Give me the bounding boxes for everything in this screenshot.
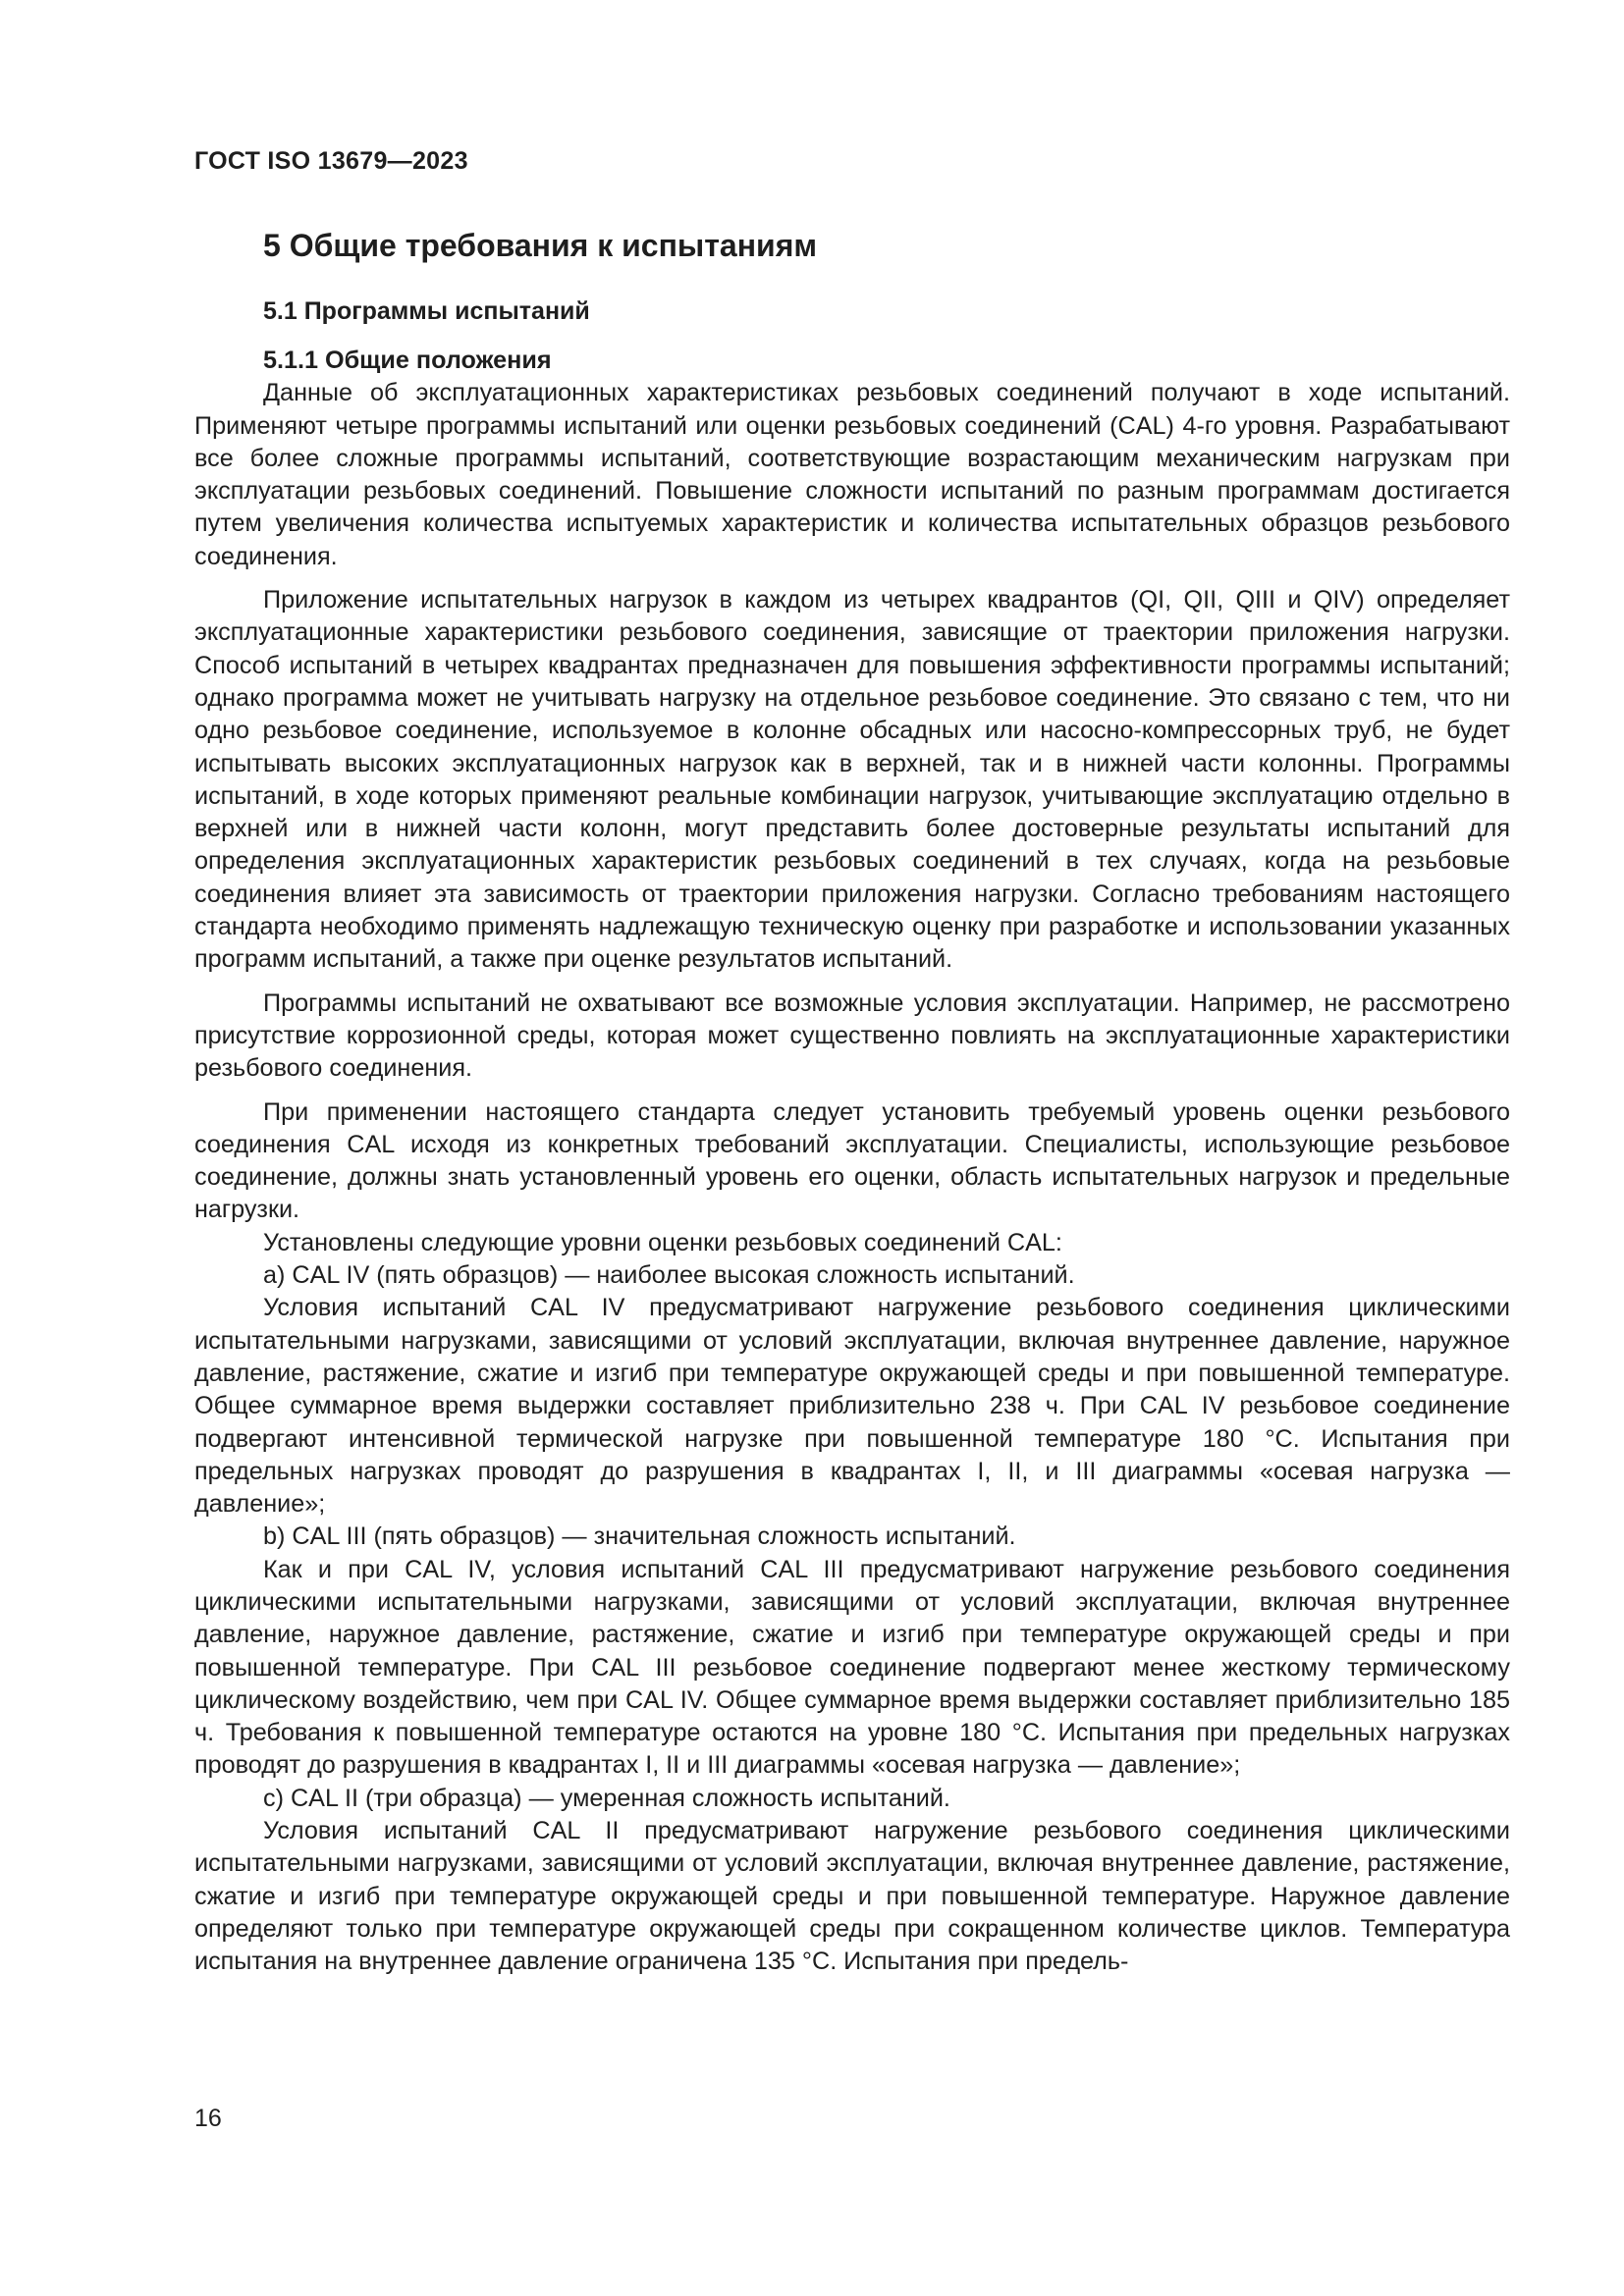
- paragraph-cal-iv: Условия испытаний CAL IV предусматривают нагружение резьбового соединения циклическими испытательными нагрузками, зависящими от условий эксплуатации, включая внутреннее давление, наружное давление, растяжение, сжатие и изгиб при температуре окружающей среды и при повышенной температуре. Общее суммарное время выдержки составляет приблизительно 238 ч. При CAL IV резьбовое соединение подвергают интенсивной термической нагрузке при повышенной температуре 180 °C. Испытания при предельных нагрузках проводят до разрушения в квадрантах I, II, и III диаграммы «осевая нагрузка — давление»;: [194, 1294, 1510, 1519]
- paragraph-4: При применении настоящего стандарта следует установить требуемый уровень оценки резьбового соединения CAL исходя из конкретных требований эксплуатации. Специалисты, использующие резьбовое соединение, должны знать установленный уровень его оценки, область испытательных нагрузок и предельные нагрузки.: [194, 1097, 1510, 1224]
- paragraph-2: Приложение испытательных нагрузок в каждом из четырех квадрантов (QI, QII, QIII и QIV) определяет эксплуатационные характеристики резьбового соединения, зависящие от траектории приложения нагрузки. Способ испытаний в четырех квадрантах предназначен для повышения эффективности программы испытаний; однако программа может не учитывать нагрузку на отдельное резьбовое соединение. Это связано с тем, что ни одно резьбовое соединение, используемое в колонне обсадных или насосно-компрессорных труб, не будет испытывать высоких эксплуатационных нагрузок как в верхней, так и в нижней части колонны. Программы испытаний, в ходе которых применяют реальные комбинации нагрузок, учитывающие эксплуатацию отдельно в верхней или в нижней части колонн, могут представить более достоверные результаты испытаний для определения эксплуатационных характеристик резьбовых соединений в тех случаях, когда на резьбовые соединения влияет эта зависимость от траектории приложения нагрузки. Согласно требованиям настоящего стандарта необходимо применять надлежащую техническую оценку при разработке и использовании указанных программ испытаний, а также при оценке результатов испытаний.: [194, 586, 1510, 974]
- paragraph-cal-iii: Как и при CAL IV, условия испытаний CAL III предусматривают нагружение резьбового соединения циклическими испытательными нагрузками, зависящими от условий эксплуатации, включая внутреннее давление, наружное давление, растяжение, сжатие и изгиб при температуре окружающей среды и при повышенной температуре. При CAL III резьбовое соединение подвергают менее жесткому термическому циклическому воздействию, чем при CAL IV. Общее суммарное время выдержки составляет приблизительно 185 ч. Требования к повышенной температуре остаются на уровне 180 °C. Испытания при предельных нагрузках проводят до разрушения в квадрантах I, II и III диаграммы «осевая нагрузка — давление»;: [194, 1555, 1510, 1780]
- list-item-b: b) CAL III (пять образцов) — значительная сложность испытаний.: [263, 1522, 1016, 1551]
- list-item-c: c) CAL II (три образца) — умеренная сложность испытаний.: [263, 1784, 950, 1812]
- list-item-a: a) CAL IV (пять образцов) — наиболее высокая сложность испытаний.: [263, 1261, 1075, 1290]
- paragraph-5: Установлены следующие уровни оценки резьбовых соединений CAL:: [263, 1228, 1062, 1256]
- paragraph-1: Данные об эксплуатационных характеристиках резьбовых соединений получают в ходе испытаний. Применяют четыре программы испытаний или оценки резьбовых соединений (CAL) 4-го уровня. Разрабатывают все более сложные программы испытаний, соответствующие возрастающим механическим нагрузкам при эксплуатации резьбовых соединений. Повышение сложности испытаний по разным программам достигается путем увеличения количества испытуемых характеристик и количества испытательных образцов резьбового соединения.: [194, 379, 1510, 570]
- paragraph-cal-ii: Условия испытаний CAL II предусматривают нагружение резьбового соединения циклическими испытательными нагрузками, зависящими от условий эксплуатации, включая внутреннее давление, растяжение, сжатие и изгиб при температуре окружающей среды и при повышенной температуре. Наружное давление определяют только при температуре окружающей среды при сокращенном количестве циклов. Температура испытания на внутреннее давление ограничена 135 °C. Испытания при предель-: [194, 1817, 1510, 1976]
- subsubsection-title: 5.1.1 Общие положения: [263, 347, 552, 374]
- document-header-id: ГОСТ ISO 13679—2023: [194, 147, 468, 175]
- section-title: 5 Общие требования к испытаниям: [263, 228, 818, 263]
- body-text: [194, 345, 1510, 1979]
- page-number: 16: [194, 2105, 222, 2132]
- subsection-title: 5.1 Программы испытаний: [263, 297, 590, 325]
- paragraph-3: Программы испытаний не охватывают все возможные условия эксплуатации. Например, не рассмотрено присутствие коррозионной среды, которая может существенно повлиять на эксплуатационные характеристики резьбового соединения.: [194, 988, 1510, 1083]
